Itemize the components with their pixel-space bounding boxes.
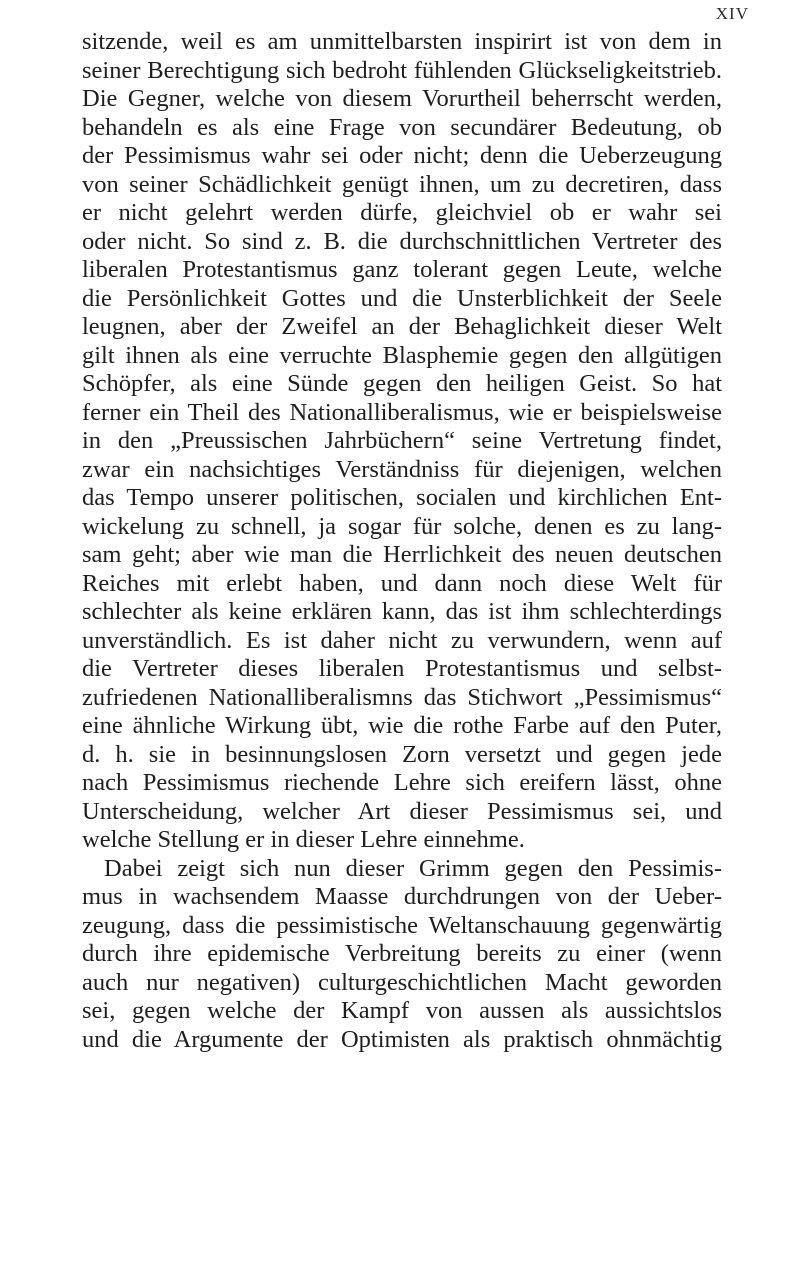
text-line: Schöpfer, als eine Sünde gegen den heiligen Geist. So hat (82, 370, 722, 397)
text-line: das Tempo unserer politischen, socialen und kirchlichen Ent- (82, 484, 722, 511)
text-line: oder nicht. So sind z. B. die durchschnittlichen Vertreter des (82, 227, 722, 255)
text-line: sei, gegen welche der Kampf von aussen als aussichtslos (82, 997, 722, 1024)
text-line: wickelung zu schnell, ja sogar für solche, denen es zu lang- (82, 512, 722, 540)
text-line: seiner Berechtigung sich bedroht fühlenden Glückseligkeitstrieb. (82, 56, 722, 84)
text-line: sam geht; aber wie man die Herrlichkeit des neuen deutschen (82, 541, 722, 568)
text-line: nach Pessimismus riechende Lehre sich ereifern lässt, ohne (82, 769, 722, 796)
text-line: mus in wachsendem Maasse durchdrungen von der Ueber- (82, 883, 722, 910)
text-line: Unterscheidung, welcher Art dieser Pessimismus sei, und (82, 797, 722, 825)
text-line: unverständlich. Es ist daher nicht zu verwundern, wenn auf (82, 626, 722, 654)
text-line: zufriedenen Nationalliberalismns das Stichwort „Pessimismus“ (82, 683, 722, 711)
text-line: Reiches mit erlebt haben, und dann noch diese Welt für (82, 569, 722, 597)
body-text (82, 28, 722, 1054)
text-line: die Persönlichkeit Gottes und die Unsterblichkeit der Seele (82, 284, 722, 312)
page-number: XIV (715, 4, 749, 23)
text-line: schlechter als keine erklären kann, das ist ihm schlechterdings (82, 598, 722, 625)
text-line: Dabei zeigt sich nun dieser Grimm gegen den Pessimis- (104, 854, 722, 882)
text-line: leugnen, aber der Zweifel an der Behaglichkeit dieser Welt (82, 313, 722, 340)
paragraph-1 (82, 28, 722, 855)
text-line: liberalen Protestantismus ganz tolerant gegen Leute, welche (82, 256, 722, 283)
text-line: von seiner Schädlichkeit genügt ihnen, um zu decretiren, dass (82, 170, 722, 198)
text-line: d. h. sie in besinnungslosen Zorn versetzt und gegen jede (82, 740, 722, 768)
text-line: zwar ein nachsichtiges Verständniss für diejenigen, welchen (82, 455, 722, 483)
paragraph-2 (82, 855, 722, 1055)
text-line: er nicht gelehrt werden dürfe, gleichviel ob er wahr sei (82, 199, 722, 226)
text-line: gilt ihnen als eine verruchte Blasphemie gegen den allgütigen (82, 341, 722, 369)
text-line: der Pessimismus wahr sei oder nicht; denn die Ueberzeugung (82, 142, 722, 169)
text-line: behandeln es als eine Frage von secundärer Bedeutung, ob (82, 113, 722, 141)
text-line: sitzende, weil es am unmittelbarsten inspirirt ist von dem in (82, 28, 722, 55)
text-line: in den „Preussischen Jahrbüchern“ seine Vertretung findet, (82, 427, 722, 454)
text-line: eine ähnliche Wirkung übt, wie die rothe Farbe auf den Puter, (82, 712, 722, 739)
text-line: die Vertreter dieses liberalen Protestantismus und selbst- (82, 655, 722, 682)
text-line: auch nur negativen) culturgeschichtlichen Macht geworden (82, 968, 722, 996)
text-line: durch ihre epidemische Verbreitung bereits zu einer (wenn (82, 940, 722, 967)
text-line: und die Argumente der Optimisten als praktisch ohnmächtig (82, 1025, 722, 1053)
text-line: Die Gegner, welche von diesem Vorurtheil beherrscht werden, (82, 85, 722, 112)
text-line: zeugung, dass die pessimistische Weltanschauung gegenwärtig (82, 911, 722, 939)
text-line: ferner ein Theil des Nationalliberalismus, wie er beispielsweise (82, 398, 722, 426)
text-line: welche Stellung er in dieser Lehre einnehme. (82, 826, 525, 853)
